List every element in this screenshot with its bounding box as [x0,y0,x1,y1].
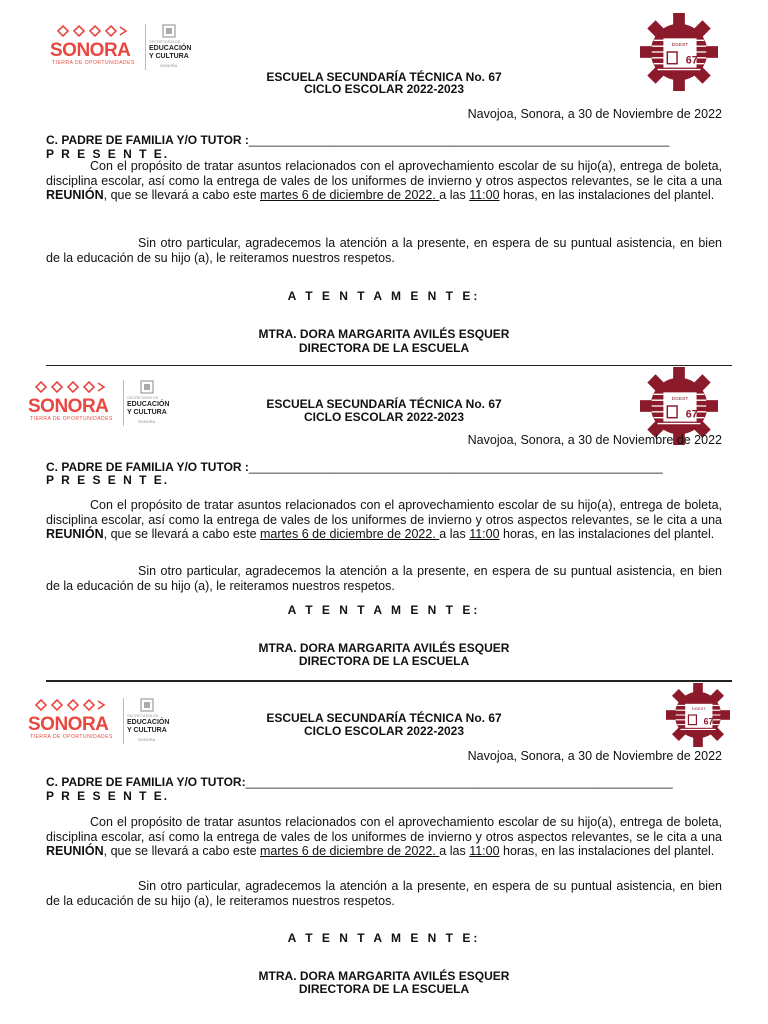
sec-label-big: EDUCACIÓN Y CULTURA [127,719,170,734]
svg-text:DGEST: DGEST [671,43,689,49]
body-paragraph-2: Sin otro particular, agradecemos la atención a la presente, en espera de su puntual asistencia, en bien de la educación de su hijo (a), le reiteramos nuestros respetos. [46,564,722,593]
signer-title: DIRECTORA DE LA ESCUELA [298,982,470,996]
meeting-time: 11:00 [469,527,500,541]
sec-label-tiny: SONORA [138,419,156,424]
body-paragraph-2: Sin otro particular, agradecemos la atención a la presente, en espera de su puntual asistencia, en bien de la educación de su hijo (a), le reiteramos nuestros respetos. [46,236,722,265]
date-line: Navojoa, Sonora, a 30 de Noviembre de 2022 [467,749,722,763]
crest-icon [140,380,154,394]
addressee-line: C. PADRE DE FAMILIA Y/O TUTOR :______________________________________________________________ [46,460,663,474]
school-year: CICLO ESCOLAR 2022-2023 [303,410,465,424]
svg-text:67: 67 [685,408,698,421]
presente-label: P R E S E N T E. [46,473,170,487]
meeting-date: martes 6 de diciembre de 2022. [260,188,440,202]
reunion-emphasis: REUNIÓN [46,844,104,858]
signer-name: MTRA. DORA MARGARITA AVILÉS ESQUER [258,969,510,983]
school-year: CICLO ESCOLAR 2022-2023 [303,724,465,738]
sec-label-small: SECRETARÍA DE [127,395,159,400]
sonora-ornament-icon [54,24,134,38]
addressee-blank: ______________________________________________________________ [248,460,663,474]
body-paragraph-1: Con el propósito de tratar asuntos relacionados con el aprovechamiento escolar de su hijo(a), entrega de boleta, disciplina escolar, así como la entrega de vales de los uniformes de invierno y otros aspectos relevantes, se le cita a una REUNIÓN, que se llevará a cabo este martes 6 de diciembre de 2022. a las 11:00 horas, en las instalaciones del plantel. [46,498,722,541]
atentamente-label: A T E N T A M E N T E: [287,603,481,617]
sonora-logo [48,22,200,72]
sec-label-tiny: SONORA [160,63,178,68]
date-line: Navojoa, Sonora, a 30 de Noviembre de 2022 [467,433,722,447]
addressee-line: C. PADRE DE FAMILIA Y/O TUTOR:________________________________________________________________ [46,775,673,789]
sonora-wordmark: SONORA [28,396,109,417]
reunion-emphasis: REUNIÓN [46,188,104,202]
reunion-emphasis: REUNIÓN [46,527,104,541]
addressee-blank: _______________________________________________________________ [248,133,670,147]
signer-name: MTRA. DORA MARGARITA AVILÉS ESQUER [258,641,510,655]
cut-line [46,680,732,682]
sec-label-small: SECRETARÍA DE [149,39,181,44]
meeting-date: martes 6 de diciembre de 2022. [260,527,440,541]
school-name: ESCUELA SECUNDARÍA TÉCNICA No. 67 [266,397,502,411]
sonora-ornament-icon [32,380,112,394]
sonora-tagline: TIERRA DE OPORTUNIDADES [30,416,113,422]
presente-label: P R E S E N T E. [46,147,170,161]
addressee-blank: ________________________________________________________________ [245,775,673,789]
svg-text:DGEST: DGEST [691,706,706,712]
school-name: ESCUELA SECUNDARÍA TÉCNICA No. 67 [266,711,502,725]
presente-label: P R E S E N T E. [46,789,170,803]
sonora-tagline: TIERRA DE OPORTUNIDADES [30,734,113,740]
body-paragraph-2: Sin otro particular, agradecemos la atención a la presente, en espera de su puntual asistencia, en bien de la educación de su hijo (a), le reiteramos nuestros respetos. [46,879,722,908]
svg-text:DGEST: DGEST [671,397,689,403]
body-paragraph-1: Con el propósito de tratar asuntos relacionados con el aprovechamiento escolar de su hijo(a), entrega de boleta, disciplina escolar, así como la entrega de vales de los uniformes de invierno y otros aspectos relevantes, se le cita a una REUNIÓN, que se llevará a cabo este martes 6 de diciembre de 2022. a las 11:00 horas, en las instalaciones del plantel. [46,815,722,858]
sec-label-tiny: SONORA [138,737,156,742]
signer-name: MTRA. DORA MARGARITA AVILÉS ESQUER [258,327,510,341]
sonora-wordmark: SONORA [28,714,109,735]
meeting-time: 11:00 [469,188,500,202]
sec-label-big: EDUCACIÓN Y CULTURA [149,45,192,60]
sec-label-big: EDUCACIÓN Y CULTURA [127,401,170,416]
body-paragraph-1: Con el propósito de tratar asuntos relacionados con el aprovechamiento escolar de su hijo(a), entrega de boleta, disciplina escolar, así como la entrega de vales de los uniformes de invierno y otros aspectos relevantes, se le cita a una REUNIÓN, que se llevará a cabo este martes 6 de diciembre de 2022. a las 11:00 horas, en las instalaciones del plantel. [46,159,722,202]
signer-title: DIRECTORA DE LA ESCUELA [298,341,470,355]
signer-title: DIRECTORA DE LA ESCUELA [298,654,470,668]
atentamente-label: A T E N T A M E N T E: [287,289,481,303]
crest-icon [140,698,154,712]
addressee-line: C. PADRE DE FAMILIA Y/O TUTOR :_______________________________________________________________ [46,133,670,147]
sec-label-small: SECRETARÍA DE [127,713,159,718]
meeting-time: 11:00 [469,844,500,858]
sonora-tagline: TIERRA DE OPORTUNIDADES [52,60,135,66]
crest-icon [162,24,176,38]
svg-text:67: 67 [703,716,714,727]
school-name: ESCUELA SECUNDARÍA TÉCNICA No. 67 [266,70,502,84]
meeting-date: martes 6 de diciembre de 2022. [260,844,440,858]
atentamente-label: A T E N T A M E N T E: [287,931,481,945]
school-year: CICLO ESCOLAR 2022-2023 [303,82,465,96]
sonora-ornament-icon [32,698,112,712]
svg-text:67: 67 [685,54,698,67]
sonora-wordmark: SONORA [50,40,131,61]
cut-line [46,365,732,366]
date-line: Navojoa, Sonora, a 30 de Noviembre de 2022 [467,107,722,121]
logo-divider [145,24,146,70]
